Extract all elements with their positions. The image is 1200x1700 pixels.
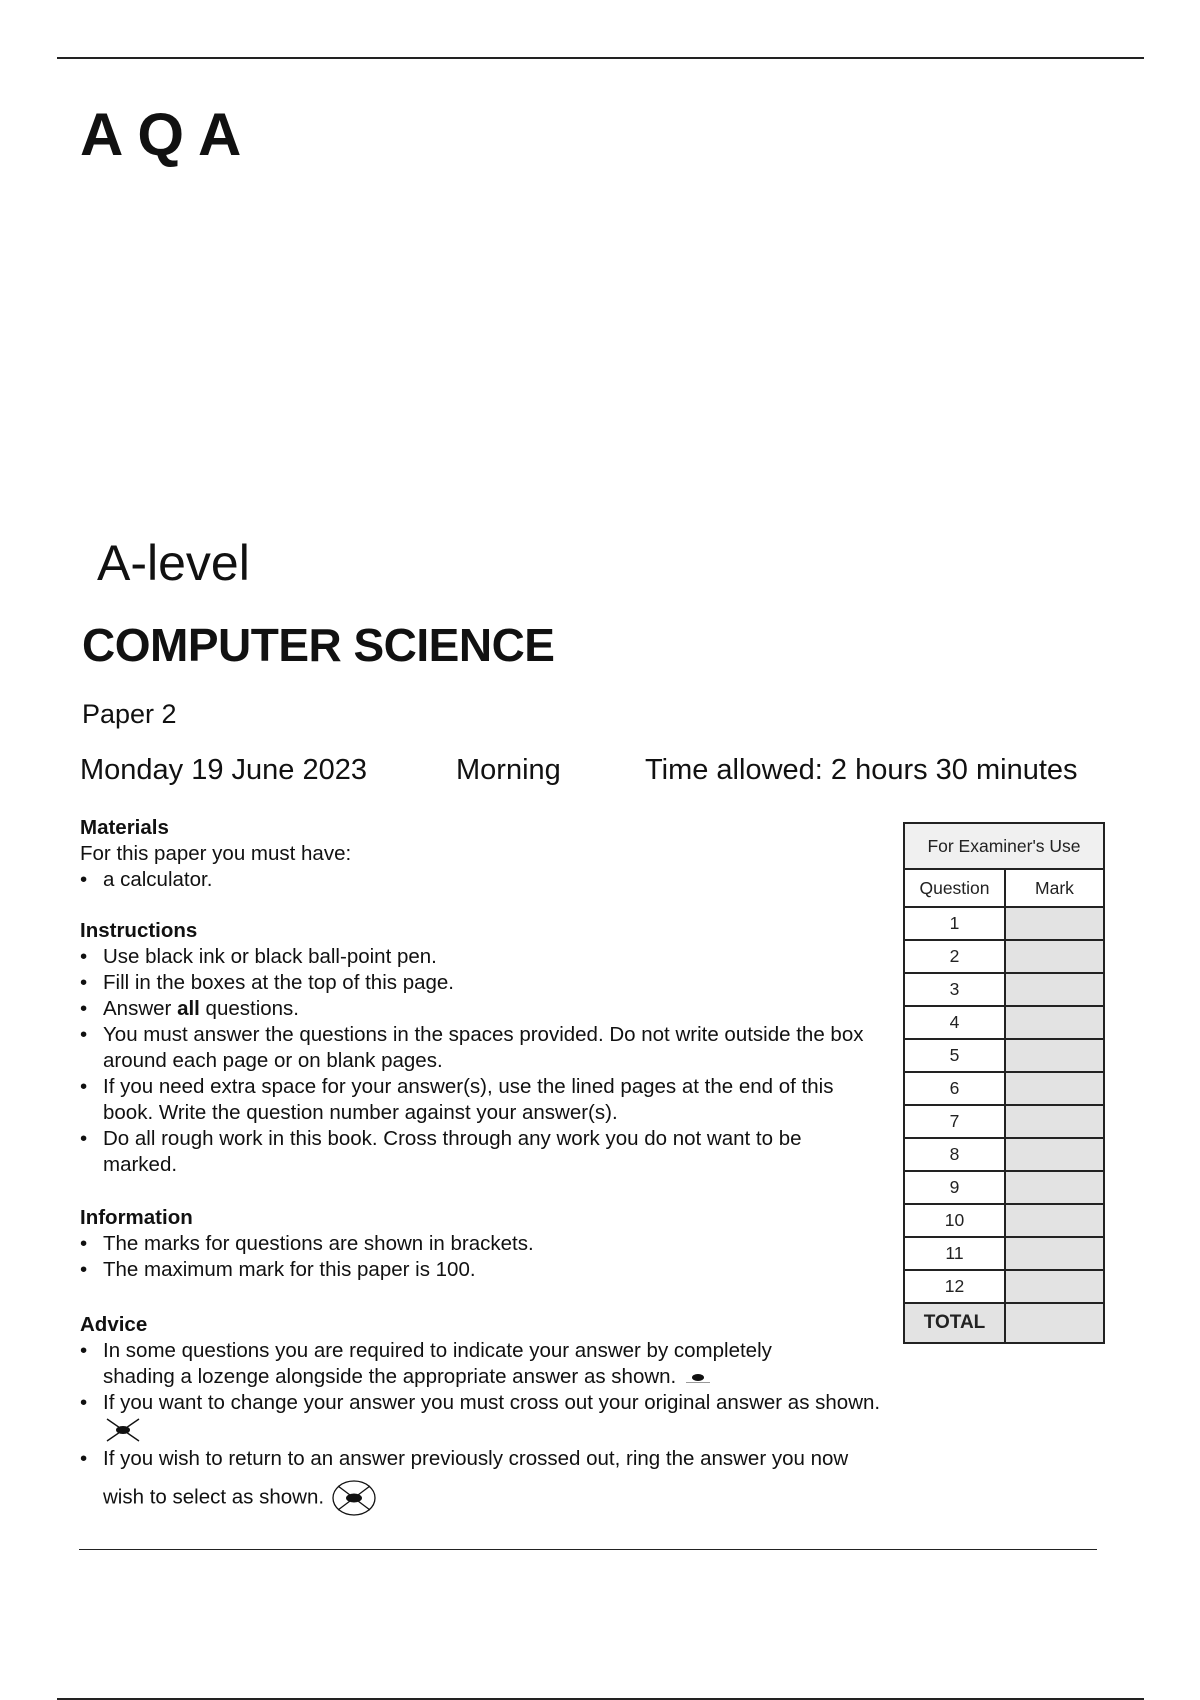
mark-cell [1005,973,1104,1006]
table-row [904,1237,1104,1270]
section-divider [79,1549,1097,1550]
total-label: TOTAL [904,1303,1005,1343]
table-row [904,1006,1104,1039]
shaded-lozenge-icon [686,1373,710,1383]
mark-cell [1005,1105,1104,1138]
list-item: • The maximum mark for this paper is 100. [80,1257,880,1283]
question-number: 11 [904,1237,1005,1270]
advice-heading: Advice [80,1313,148,1336]
list-item: • Use black ink or black ball-point pen. [80,944,880,970]
paper-number: Paper 2 [82,699,177,729]
table-row [904,1204,1104,1237]
materials-intro: For this paper you must have: [80,842,352,865]
list-item [80,1338,793,1390]
question-number: 4 [904,1006,1005,1039]
list-item-text: In some questions you are required to indicate your answer by completely shading a lozenge alongside the appropriate answer as shown. [103,1339,772,1388]
mark-cell [1005,1171,1104,1204]
information-heading: Information [80,1206,193,1229]
table-row [904,973,1104,1006]
instructions-list [80,944,880,1178]
mark-cell [1005,1270,1104,1303]
advice-section [80,1312,880,1518]
mark-cell [1005,1006,1104,1039]
instructions-heading: Instructions [80,919,198,942]
materials-heading: Materials [80,816,169,839]
question-number: 10 [904,1204,1005,1237]
mark-cell [1005,940,1104,973]
top-rule [57,57,1144,59]
table-row [904,1171,1104,1204]
list-item-text: Answer [103,997,178,1020]
mark-cell [1005,1237,1104,1270]
table-row [904,1303,1104,1343]
advice-list [80,1338,880,1518]
question-number: 1 [904,907,1005,940]
emphasis-text: all [177,997,200,1020]
aqa-logo: AQA [80,101,256,168]
list-item [80,996,880,1022]
list-item: • Do all rough work in this book. Cross through any work you do not want to be marked. [80,1126,880,1178]
mark-cell [1005,1039,1104,1072]
subject-title: COMPUTER SCIENCE [82,619,555,671]
list-item: • If you need extra space for your answer(s), use the lined pages at the end of this book. Write the question number against your answer(s). [80,1074,880,1126]
list-item: • Fill in the boxes at the top of this page. [80,970,880,996]
examiner-use-table [903,822,1105,1344]
list-item: • a calculator. [80,867,880,893]
table-row [904,1072,1104,1105]
examiner-table-title: For Examiner's Use [904,823,1104,869]
list-item [80,1440,863,1518]
table-row [904,1039,1104,1072]
list-item [80,1390,903,1444]
exam-session: Morning [456,754,561,786]
materials-section [80,815,880,893]
table-row [904,1270,1104,1303]
instructions-section [80,918,880,1178]
table-row [904,940,1104,973]
question-number: 6 [904,1072,1005,1105]
question-number: 8 [904,1138,1005,1171]
mark-cell [1005,1204,1104,1237]
table-row [904,907,1104,940]
total-mark-cell [1005,1303,1104,1343]
question-number: 5 [904,1039,1005,1072]
question-column-header: Question [904,869,1005,907]
table-row [904,1105,1104,1138]
mark-cell [1005,907,1104,940]
time-allowed: Time allowed: 2 hours 30 minutes [645,754,1078,786]
materials-list [80,867,880,893]
information-list [80,1231,880,1283]
question-number: 7 [904,1105,1005,1138]
qualification-level: A-level [97,535,250,591]
ringed-lozenge-icon [330,1478,378,1518]
table-row [904,1138,1104,1171]
information-section [80,1205,880,1283]
question-number: 12 [904,1270,1005,1303]
exam-date: Monday 19 June 2023 [80,754,367,786]
question-number: 2 [904,940,1005,973]
mark-column-header: Mark [1005,869,1104,907]
question-number: 3 [904,973,1005,1006]
list-item: • The marks for questions are shown in brackets. [80,1231,880,1257]
list-item: • You must answer the questions in the spaces provided. Do not write outside the box around each page or on blank pages. [80,1022,880,1074]
list-item-text: If you want to change your answer you must cross out your original answer as shown. [103,1391,881,1414]
mark-cell [1005,1072,1104,1105]
question-number: 9 [904,1171,1005,1204]
mark-cell [1005,1138,1104,1171]
list-item-text: If you wish to return to an answer previously crossed out, ring the answer you now wish to select as shown. [103,1447,849,1509]
list-item-text: questions. [199,997,300,1020]
